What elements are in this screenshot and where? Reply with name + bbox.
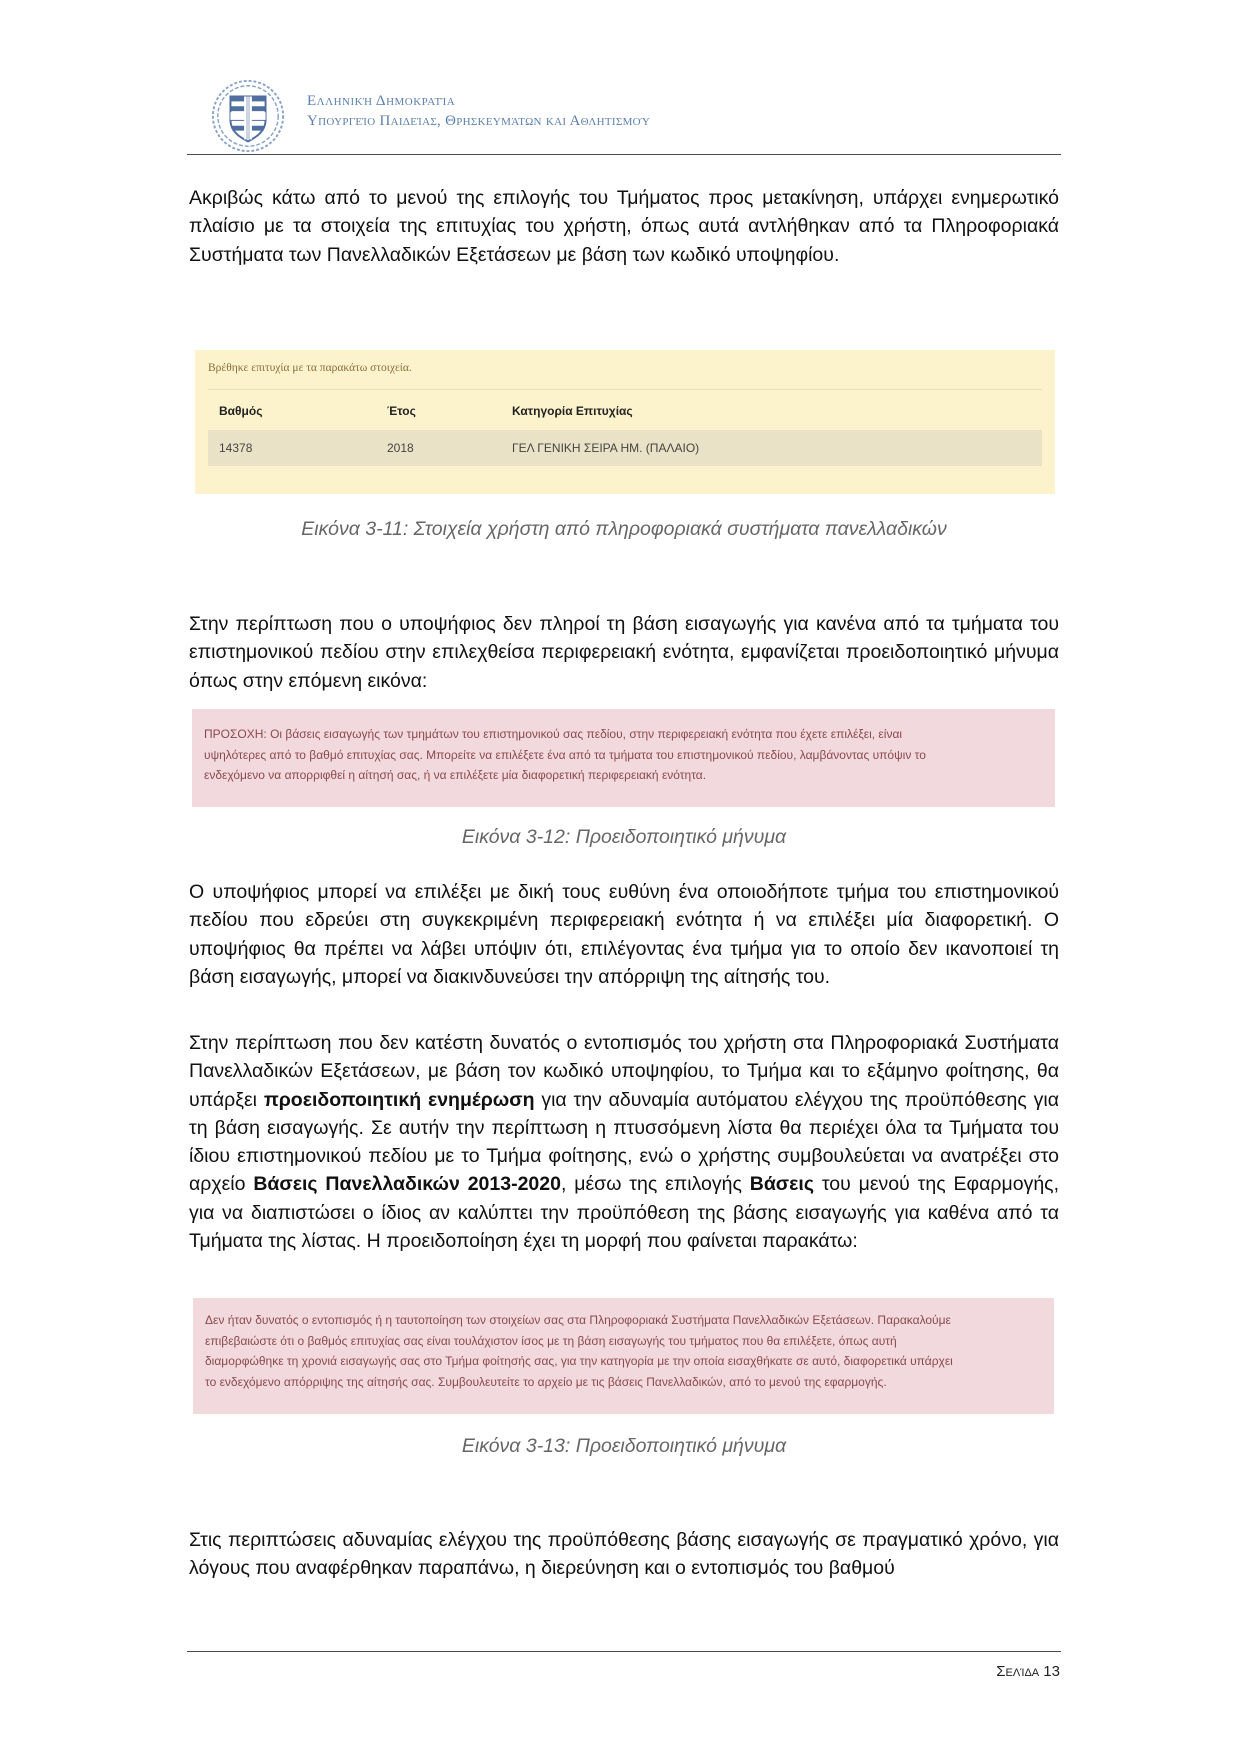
warning-line: υψηλότερες από το βαθμό επιτυχίας σας. Μπορείτε να επιλέξετε ένα από τα τμήματα του επιστημονικού πεδίου, λαμβάνοντας υπόψιν το: [204, 747, 926, 762]
text-run: , μέσω της επιλογής: [560, 1173, 750, 1196]
header-text: [307, 93, 650, 130]
figure-caption-3-13: Εικόνα 3-13: Προειδοποιητικό μήνυμα: [461, 1435, 787, 1457]
text-run: για την αδυναμία αυτόματου ελέγχου της προϋπόθεσης για τη βάση εισαγωγής. Σε αυτήν την περίπτωση η πτυσσόμενη λίστα θα περιέχει όλα τα Τμήματα του ίδιου επιστημονικού πεδίου με το Τμήμα φοίτησης, ενώ ο χρήστης συμβουλεύεται να ανατρέξει στο αρχείο: [189, 1088, 1059, 1196]
paragraph-intro: Ακριβώς κάτω από το μενού της επιλογής του Τμήματος προς μετακίνηση, υπάρχει ενημερωτικό πλαίσιο με τα στοιχεία της επιτυχίας του χρήστη, όπως αυτά αντλήθηκαν από τα Πληροφοριακά Συστήματα των Πανελλαδικών Εξετάσεων με βάση των κωδικό υποψηφίου.: [189, 187, 1059, 266]
warning-line: ενδεχόμενο να απορριφθεί η αίτησή σας, ή να επιλέξετε μία διαφορετική περιφερειακή ενότητα.: [204, 768, 707, 782]
bold-text-archive: Βάσεις Πανελλαδικών 2013-2020: [253, 1173, 561, 1196]
success-message: Βρέθηκε επιτυχία με τα παρακάτω στοιχεία.: [208, 362, 412, 374]
figure-caption-3-11: Εικόνα 3-11: Στοιχεία χρήστη από πληροφοριακά συστήματα πανελλαδικών: [301, 518, 947, 540]
warning-line: επιβεβαιώστε ότι ο βαθμός επιτυχίας σας είναι τουλάχιστον ίσος με τη βάση εισαγωγής του τμήματος που θα επιλέξετε, όπως αυτή: [205, 1333, 897, 1348]
paragraph-no-identification: [189, 1029, 1059, 1255]
bold-text-warning: προειδοποιητική ενημέρωση: [263, 1088, 535, 1111]
warning-line: το ενδεχόμενο απόρριψης της αίτησής σας. Συμβουλευτείτε το αρχείο με τις βάσεις Πανελλαδικών, από το μενού της εφαρμογής.: [205, 1374, 887, 1389]
warning-line: διαμορφώθηκε τη χρονιά εισαγωγής σας στο Τμήμα φοίτησής σας, για την κατηγορία με την οποία εισαχθήκατε σε αυτό, διαφορετικά υπάρχει: [205, 1354, 953, 1368]
column-header-category: Κατηγορία Επιτυχίας: [512, 404, 633, 418]
paragraph-no-base: Στην περίπτωση που ο υποψήφιος δεν πληροί τη βάση εισαγωγής για κανένα από τα τμήματα του επιστημονικού πεδίου στην επιλεχθείσα περιφερειακή ενότητα, εμφανίζεται προειδοποιητικό μήνυμα όπως στην επόμενη εικόνα:: [189, 613, 1059, 692]
bold-text-menu: Βάσεις: [749, 1173, 814, 1196]
page-number: Σελίδα 13: [996, 1663, 1060, 1680]
column-header-year: Έτος: [387, 404, 416, 418]
text-run: του μενού της Εφαρμογής, για να διαπιστώσει ο ίδιος αν καλύπτει την προϋπόθεση της βάσης εισαγωγής για καθένα από τα Τμήματα της λίστας. Η προειδοποίηση έχει τη μορφή που φαίνεται παρακάτω:: [189, 1173, 1060, 1253]
paragraph-real-time: Στις περιπτώσεις αδυναμίας ελέγχου της προϋπόθεσης βάσης εισαγωγής σε πραγματικό χρόνο, για λόγους που αναφέρθηκαν παραπάνω, η διερεύνηση και ο εντοπισμός του βαθμού: [189, 1529, 1059, 1580]
paragraph-candidate-choice: Ο υποψήφιος μπορεί να επιλέξει με δική τους ευθύνη ένα οποιοδήποτε τμήμα του επιστημονικού πεδίου που εδρεύει στη συγκεκριμένη περιφερειακή ενότητα ή να επιλέξει μία διαφορετική. Ο υποψήφιος θα πρέπει να λάβει υπόψιν ότι, επιλέγοντας ένα τμήμα για το οποίο δεν ικανοποιεί τη βάση εισαγωγής, μπορεί να διακινδυνεύσει την απόρριψη της αίτησής του.: [189, 881, 1059, 988]
header-republic: Ελληνική Δημοκρατία: [307, 93, 456, 109]
column-header-grade: Βαθμός: [219, 404, 263, 418]
panel-divider: [208, 389, 1042, 390]
header-divider: [187, 154, 1061, 155]
header-ministry: Υπουργείο Παιδείας, Θρησκευμάτων και Αθλητισμού: [307, 113, 651, 129]
cell-grade: 14378: [219, 441, 253, 455]
figure-caption-3-12: Εικόνα 3-12: Προειδοποιητικό μήνυμα: [461, 826, 787, 848]
footer-divider: [187, 1651, 1061, 1652]
warning-panel-identification: [193, 1298, 1054, 1414]
cell-category: ΓΕΛ ΓΕΝΙΚΗ ΣΕΙΡΑ ΗΜ. (ΠΑΛΑΙΟ): [512, 441, 700, 455]
warning-line: Δεν ήταν δυνατός ο εντοπισμός ή η ταυτοποίηση των στοιχείων σας στα Πληροφοριακά Συστήματα Πανελλαδικών Εξετάσεων. Παρακαλούμε: [205, 1313, 951, 1327]
greek-republic-emblem-icon: [209, 77, 287, 155]
document-header: [187, 75, 1061, 155]
success-info-panel: [195, 350, 1055, 494]
table-row: [208, 430, 1042, 466]
warning-line: ΠΡΟΣΟΧΗ: Οι βάσεις εισαγωγής των τμημάτων του επιστημονικού σας πεδίου, στην περιφερειακή ενότητα που έχετε επιλέξει, είναι: [204, 727, 903, 741]
cell-year: 2018: [387, 441, 414, 455]
text-run: Στην περίπτωση που δεν κατέστη δυνατός ο εντοπισμός του χρήστη στα Πληροφοριακά Συστήματα Πανελλαδικών Εξετάσεων, με βάση τον κωδικό υποψηφίου, το Τμήμα και το εξάμηνο φοίτησης, θα υπάρξει: [189, 1032, 1059, 1111]
warning-panel-base: [192, 709, 1055, 807]
